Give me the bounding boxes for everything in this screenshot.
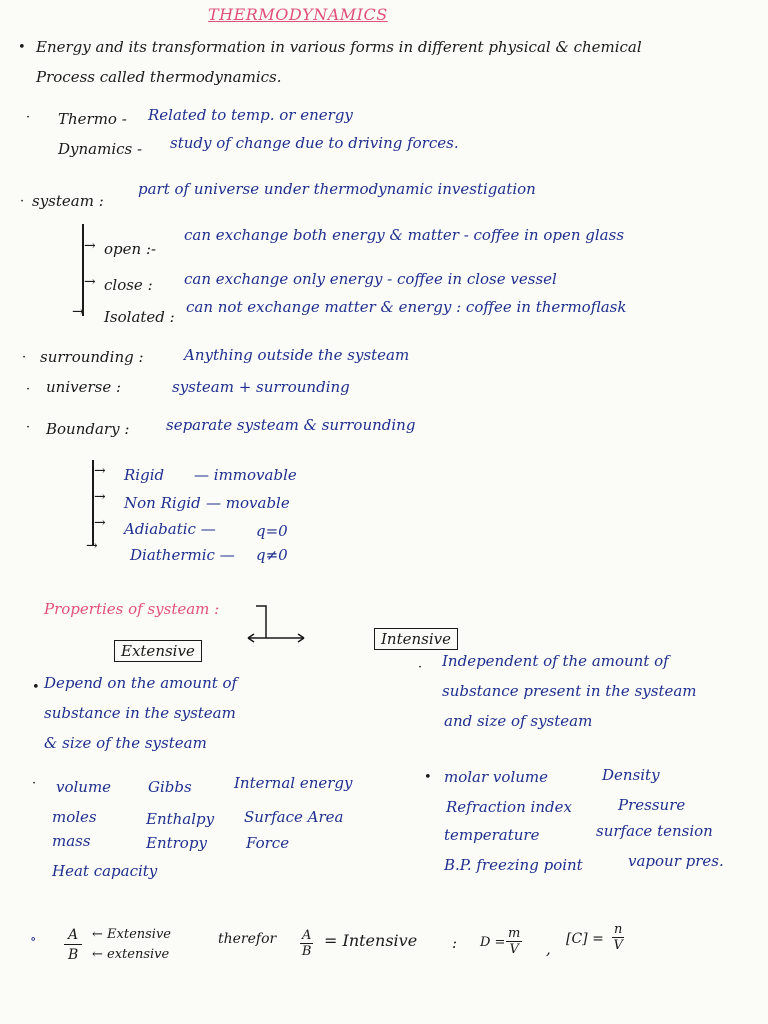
bullet-dot: · [20,194,25,209]
arrow-right-icon: → [94,515,106,531]
boundary-type-nonrigid: Non Rigid [124,494,201,512]
formula-fraction [300,928,313,959]
formula-fraction-den: B [301,944,312,959]
extensive-example: Entropy [146,834,207,852]
density-lhs: D = [480,935,506,950]
boundary-type-diathermic: Diathermic — [130,546,235,564]
boundary-type-rigid: Rigid [124,466,165,484]
formula-comma: , [546,940,551,958]
boundary-type-adiabatic: Adiabatic — [124,520,216,538]
concentration-lhs: [C] = [566,931,604,947]
concentration-den: V [613,938,623,953]
boundary-type-diathermic-desc: q≠0 [256,546,288,564]
intensive-label: Intensive [374,628,458,650]
thermo-definition: Related to temp. or energy [148,106,353,124]
extensive-example: mass [52,832,91,850]
dynamics-term: Dynamics - [58,140,143,158]
bullet-dot: ∘ [30,932,37,947]
bullet-dot: · [418,660,423,675]
arrow-right-icon: → [94,489,106,505]
arrow-right-icon: → [94,463,106,479]
intensive-example: Density [602,766,660,784]
intensive-desc-2: substance present in the systeam [442,682,697,700]
density-den: V [509,942,519,957]
extensive-desc-1: Depend on the amount of [44,674,238,692]
extensive-example: Internal energy [234,774,353,792]
arrow-right-icon: → [72,304,84,320]
extensive-example: Surface Area [244,808,344,826]
surrounding-term: surrounding : [40,348,144,366]
bullet-dot: • [32,680,40,695]
concentration-fraction [612,922,624,953]
page-title: THERMODYNAMICS [208,5,388,24]
intro-line-1: Energy and its transformation in various forms in different physical & chemical [36,38,642,56]
properties-branch-arrow [244,602,310,646]
bullet-dot: · [32,776,37,791]
intro-line-2: Process called thermodynamics. [36,68,282,86]
system-definition: part of universe under thermodynamic investigation [138,180,536,198]
universe-definition: systeam + surrounding [172,378,350,396]
density-num: m [508,926,521,941]
bullet-dot: · [26,420,31,435]
bullet-dot: • [18,40,26,55]
system-type-open-desc: can exchange both energy & matter - coffee in open glass [184,226,625,244]
density-fraction [506,926,522,957]
formula-num: A [68,927,79,943]
intensive-desc-1: Independent of the amount of [442,652,669,670]
properties-heading: Properties of systeam : [44,600,220,618]
extensive-desc-3: & size of the systeam [44,734,207,752]
bullet-dot: · [26,110,31,125]
boundary-type-nonrigid-desc: — movable [206,494,290,512]
system-type-isolated-desc: can not exchange matter & energy : coffee in thermoflask [186,298,627,316]
intensive-example: Pressure [618,796,686,814]
system-type-close: close : [104,276,153,294]
bullet-dot: • [424,770,432,785]
surrounding-definition: Anything outside the systeam [184,346,410,364]
boundary-type-adiabatic-desc: q=0 [256,522,288,540]
formula-result: = Intensive [324,931,418,950]
formula-den: B [68,947,79,963]
intensive-example: temperature [444,826,540,844]
extensive-example: Heat capacity [52,862,158,880]
extensive-example: Gibbs [148,778,192,796]
concentration-num: n [614,922,623,937]
system-term: systeam : [32,192,104,210]
formula-num-note: ← Extensive [92,927,172,942]
universe-term: universe : [46,378,122,396]
formula-therefor: therefor [218,931,277,947]
extensive-example: moles [52,808,97,826]
extensive-example: volume [56,778,112,796]
bullet-dot: · [22,350,27,365]
intensive-example: Refraction index [446,798,572,816]
system-type-isolated: Isolated : [104,308,175,326]
extensive-desc-2: substance in the systeam [44,704,236,722]
arrow-right-icon: → [86,538,98,554]
extensive-label: Extensive [114,640,202,662]
intensive-example: molar volume [444,768,548,786]
formula-colon: : [452,934,458,952]
extensive-example: Force [246,834,290,852]
formula-fraction-num: A [302,928,312,943]
system-type-open: open :- [104,240,157,258]
boundary-term: Boundary : [46,420,130,438]
formula-fraction-line [64,944,82,945]
intensive-example: B.P. freezing point [444,856,583,874]
boundary-definition: separate systeam & surrounding [166,416,416,434]
dynamics-definition: study of change due to driving forces. [170,134,459,152]
arrow-right-icon: → [84,238,96,254]
thermo-term: Thermo - [58,110,127,128]
bullet-dot: · [26,382,31,397]
intensive-example: vapour pres. [628,852,724,870]
intensive-example: surface tension [596,822,713,840]
boundary-type-rigid-desc: — immovable [194,466,297,484]
intensive-desc-3: and size of systeam [444,712,593,730]
formula-den-note: ← extensive [92,947,170,962]
arrow-right-icon: → [84,274,96,290]
extensive-example: Enthalpy [146,810,215,828]
system-type-close-desc: can exchange only energy - coffee in close vessel [184,270,557,288]
